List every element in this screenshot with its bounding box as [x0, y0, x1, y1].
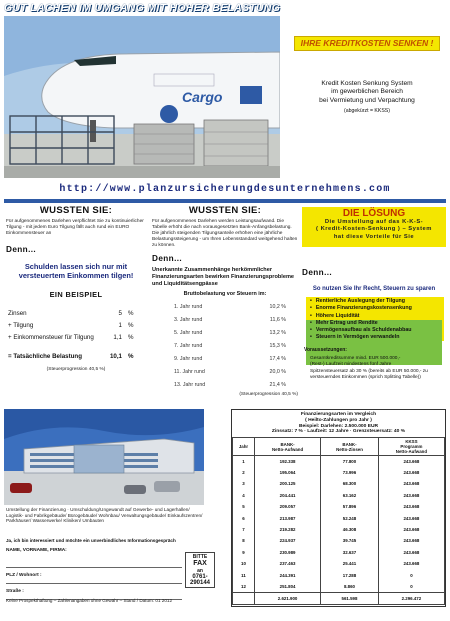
table-cell: 9 — [233, 547, 255, 558]
example-value: 1,1 — [113, 333, 122, 341]
table-cell: 17.288 — [321, 569, 379, 580]
solution-subtitle: hat diese Vorteile für Sie — [333, 233, 415, 240]
comparison-table — [232, 437, 445, 605]
table-cell: 3 — [233, 478, 255, 489]
burden-year: 13. Jahr rund — [174, 381, 206, 388]
burden-row — [172, 353, 288, 364]
table-cell: 2 — [233, 467, 255, 478]
table-parameters: Zinssatz: 7 % · Laufzeit: 12 Jahre · Grenzsteuersatz: 40 % — [271, 429, 406, 435]
table-cell: 52.248 — [321, 512, 379, 523]
requirements-list — [310, 356, 446, 382]
solution-subtitle: Die Umstellung auf das K-K-S- — [324, 219, 424, 225]
debt-claim: Schulden lassen sich nur mit versteuertem Einkommen tilgen! — [18, 262, 134, 280]
example-unit: % — [128, 321, 134, 329]
table-row — [233, 547, 445, 558]
table-cell: 0 — [378, 569, 444, 580]
benefit-item: • Höhere Liquidität — [310, 313, 444, 320]
requirements-title: Voraussetzungen: — [304, 347, 347, 353]
fax-line: an — [197, 568, 203, 574]
table-row — [233, 558, 445, 569]
example-value: 5 — [118, 309, 122, 317]
example-unit: % — [128, 352, 134, 360]
table-cell: 25.441 — [321, 558, 379, 569]
column-heading: WUSSTEN SIE: — [188, 205, 262, 216]
table-cell: 32.637 — [321, 547, 379, 558]
table-cell — [233, 592, 255, 604]
burden-year: 11. Jahr rund — [174, 368, 205, 375]
fax-line: 290144 — [189, 580, 211, 586]
table-cell: 6 — [233, 512, 255, 523]
denn-label: Denn... — [152, 254, 183, 263]
requirement-item: Spitzensteuersatz ab 30 % (bereits ab EUR 50.000,- zu versteuerndes Einkommen (sprich Splitting Tabelle)) — [310, 368, 428, 381]
column-heading: WUSSTEN SIE: — [39, 205, 113, 216]
col-header-line: BANK- — [280, 441, 295, 447]
table-cell: 213.987 — [255, 512, 321, 523]
fax-line: FAX — [193, 560, 207, 567]
burden-year: 3. Jahr rund — [174, 316, 203, 323]
burden-row — [172, 379, 288, 390]
table-cell: 63.162 — [321, 490, 379, 501]
table-cell: 251.804 — [255, 581, 321, 592]
table-cell: 230.989 — [255, 547, 321, 558]
example-title: EIN BEISPIEL — [49, 290, 103, 299]
table-subtitle: ( Heilto-Zahlungen pro Jahr ) — [305, 417, 372, 423]
table-row — [233, 501, 445, 512]
benefits-list — [310, 298, 444, 342]
table-cell: 11 — [233, 569, 255, 580]
table-cell: 5 — [233, 501, 255, 512]
burden-value: 15,3 % — [269, 342, 286, 349]
burden-year: 1. Jahr rund — [174, 303, 203, 310]
table-cell: 243.668 — [378, 512, 444, 523]
example-value: 1 — [118, 321, 122, 329]
form-label: NAME, VORNAME, FIRMA: — [6, 548, 67, 553]
interest-statement: Ja, ich bin interessiert und möchte ein unverbindliches Informationsgespräch — [6, 538, 176, 543]
column-wussten-2 — [152, 205, 298, 398]
example-label: + Einkommensteuer für Tilgung — [8, 333, 94, 341]
benefit-item: • Enorme Finanzierungskostensenkung — [310, 305, 444, 312]
kkss-desc-line: im gewerblichen Bereich — [331, 88, 403, 96]
col-header-line: Netto-Aufwand — [395, 449, 428, 454]
table-cell: 8 — [233, 535, 255, 546]
table-cell: 0 — [378, 581, 444, 592]
column-wussten-1 — [6, 205, 146, 373]
kkss-desc-line: Kredit Kosten Senkung System — [321, 80, 413, 87]
kkss-abbreviation: (abgekürzt = KKSS) — [344, 107, 390, 114]
plane-livery-text: Cargo — [182, 89, 223, 105]
example-label: Zinsen — [8, 309, 27, 317]
burden-row — [172, 366, 288, 377]
col-header-line: Netto-Aufwand — [271, 446, 304, 452]
table-cell: 195.064 — [255, 467, 321, 478]
table-cell: 243.668 — [378, 558, 444, 569]
form-field-city[interactable] — [6, 568, 182, 584]
burden-caption: Bruttobelastung vor Steuern im: — [183, 291, 267, 298]
form-label: Straße : — [6, 589, 24, 594]
col-header-line: Programm — [400, 444, 423, 449]
benefit-item: • Steuern in Vermögen verwandeln — [310, 334, 444, 341]
denn-label: Denn... — [6, 245, 37, 254]
kkss-description — [292, 80, 442, 115]
table-cell: 243.668 — [378, 501, 444, 512]
example-row — [8, 308, 144, 318]
table-cell: 219.282 — [255, 524, 321, 535]
table-row — [233, 535, 445, 546]
table-row — [233, 569, 445, 580]
benefit-item: • Rentierliche Auslegung der Tilgung — [310, 298, 444, 305]
table-cell: 73.996 — [321, 467, 379, 478]
table-cell: 39.745 — [321, 535, 379, 546]
table-cell: 243.668 — [378, 524, 444, 535]
table-cell: 209.057 — [255, 501, 321, 512]
burden-row — [172, 301, 288, 312]
burden-value: 13,2 % — [269, 329, 286, 336]
table-cell: 200.125 — [255, 478, 321, 489]
table-example: Beispiel: Darlehen: 2.500.000 EUR — [298, 423, 379, 429]
example-row — [8, 320, 144, 330]
example-value: 10,1 — [109, 352, 122, 360]
table-cell: 1 — [233, 456, 255, 467]
table-cell: 192.338 — [255, 456, 321, 467]
col-header-line: Netto-Zinsen — [336, 446, 363, 452]
table-row — [233, 478, 445, 489]
table-cell: 243.668 — [378, 456, 444, 467]
tax-saving-lead: So nutzen Sie Ihr Recht, Steuern zu sparen — [312, 286, 436, 292]
requirement-item: Gesamtkreditsumme mind. EUR 500.000,- — [310, 356, 401, 361]
table-cell: 12 — [233, 581, 255, 592]
table-cell: 243.668 — [378, 490, 444, 501]
col-header-line: BANK- — [342, 441, 357, 447]
table-cell: 7 — [233, 524, 255, 535]
requirement-item: (Rest-) Laufzeit mindestens fünf Jahre — [310, 362, 392, 368]
burden-year: 5. Jahr rund — [174, 329, 203, 336]
example-label: = Tatsächliche Belastung — [8, 352, 82, 360]
column-intro-text: Für aufgenommenes Darlehen werden Leistungsaufwand. Die Tabelle erhöht die nach vorausgesetzten Bank-Anfangsbelastung. Die jährlich steigenden Tilgungsanteile erhöhen eine jährliche Belastungssteigerung - um Ihren Lebensstandard weitgehend halten zu können. — [152, 219, 298, 248]
table-cell: 57.896 — [321, 501, 379, 512]
table-cell: 8.860 — [321, 581, 379, 592]
benefit-item: • Mehr Ertrag und Rendite — [310, 320, 444, 327]
table-row — [233, 467, 445, 478]
solution-box — [302, 207, 446, 247]
table-header-row — [233, 438, 445, 456]
divider-bar — [4, 199, 446, 203]
tax-progression-note: (Steuerprogression 40,5 %) — [46, 367, 106, 373]
contact-form — [6, 548, 182, 600]
cargo-plane-illustration — [4, 16, 280, 178]
table-cell: 2.621.900 — [255, 592, 321, 604]
financing-problem-text: Unerkannte Zusammenhänge herkömmlicher Finanzierungsarten bewirken Finanzierungsprobleme und Liquiditätsengpässe — [152, 267, 295, 287]
table-cell: 237.463 — [255, 558, 321, 569]
cargo-plane-photo — [4, 16, 280, 178]
burden-value: 21,4 % — [269, 381, 286, 388]
table-cell: 4 — [233, 490, 255, 501]
col-header-interest — [321, 438, 379, 456]
column-intro-text: Für aufgenommenes Darlehen verpflichtet Sie zu kontinuierlicher Tilgung - mit jedem Euro Tilgung fällt auch rund ein EURO Einkommensteuer an — [6, 219, 144, 236]
office-building-photo — [4, 409, 204, 505]
table-title: Finanzierungsarten im Vergleich — [300, 412, 377, 417]
example-unit: % — [128, 309, 134, 317]
col-header-year: Jahr — [233, 438, 255, 456]
office-building-illustration — [4, 409, 204, 505]
example-row — [8, 332, 144, 342]
disclaimer-footer: Keine Prospekthaftung – Zahlenangaben ohne Gewähr – Stand / Datum: 01 2012 — [6, 598, 173, 603]
table-total-row — [233, 592, 445, 604]
burden-row — [172, 340, 288, 351]
burden-year: 9. Jahr rund — [174, 355, 203, 362]
burden-row — [172, 327, 288, 338]
example-label: + Tilgung — [8, 321, 34, 329]
table-row — [233, 581, 445, 592]
table-cell: 244.391 — [255, 569, 321, 580]
table-row — [233, 524, 445, 535]
example-unit: % — [128, 333, 134, 341]
fax-line: BITTE — [192, 554, 208, 560]
col-header-bank — [255, 438, 321, 456]
burden-value: 10,2 % — [269, 303, 286, 310]
solution-title: DIE LÖSUNG — [342, 208, 406, 219]
form-field-name[interactable] — [6, 548, 182, 568]
table-cell: 561.598 — [321, 592, 379, 604]
table-row — [233, 512, 445, 523]
website-url-link[interactable]: http://www.planzursicherungdesunternehmens.com — [59, 184, 391, 195]
table-row — [233, 490, 445, 501]
benefit-item: • Vermögensaufbau als Schuldenabbau — [310, 327, 444, 334]
table-cell: 68.300 — [321, 478, 379, 489]
table-cell: 243.668 — [378, 478, 444, 489]
table-cell: 204.441 — [255, 490, 321, 501]
table-cell: 2.296.472 — [378, 592, 444, 604]
solution-subtitle: ( Kredit-Kosten-Senkung ) – System — [316, 226, 432, 233]
table-cell: 243.668 — [378, 467, 444, 478]
table-cell: 243.668 — [378, 535, 444, 546]
fax-line: 0761- — [192, 574, 208, 580]
burden-table — [170, 299, 290, 392]
burden-row — [172, 314, 288, 325]
table-cell: 243.668 — [378, 547, 444, 558]
col-header-kkss — [378, 438, 444, 456]
burden-year: 7. Jahr rund — [174, 342, 203, 349]
fax-box — [185, 552, 215, 588]
denn-label: Denn... — [302, 268, 333, 277]
tax-progression-note: (Steuerprogression 40,5 %) — [239, 392, 298, 398]
form-label: PLZ / Wohnort : — [6, 573, 42, 578]
table-cell: 224.937 — [255, 535, 321, 546]
burden-value: 11,6 % — [269, 316, 286, 323]
col-header-line: KKSS — [405, 439, 418, 444]
kkss-desc-line: bei Vermietung und Verpachtung — [319, 96, 415, 104]
page-headline: GUT LACHEN IM UMGANG MIT HOHER BELASTUNG — [4, 2, 281, 14]
table-cell: 10 — [233, 558, 255, 569]
table-row — [233, 456, 445, 467]
credit-cost-cta-banner: IHRE KREDITKOSTEN SENKEN ! — [294, 36, 440, 51]
table-cell: 77.800 — [321, 456, 379, 467]
example-total-row — [8, 345, 144, 362]
building-usage-description: Umstellung der Finanzierung · Umschuldung/Ungewandt auf Gewerbe- und Lagerhallen/ Logistik- und Fabrikgebäude/ Bürogebäude/ Wohnbau/ Verwaltungsgebäude/ Einkaufszentren/ Parkhäuser/ Wasserwerke/ Kliniken/ Umbauten — [6, 507, 203, 524]
burden-value: 20,0 % — [269, 368, 286, 375]
example-table — [6, 306, 146, 363]
table-cell: 46.308 — [321, 524, 379, 535]
burden-value: 17,4 % — [269, 355, 286, 362]
